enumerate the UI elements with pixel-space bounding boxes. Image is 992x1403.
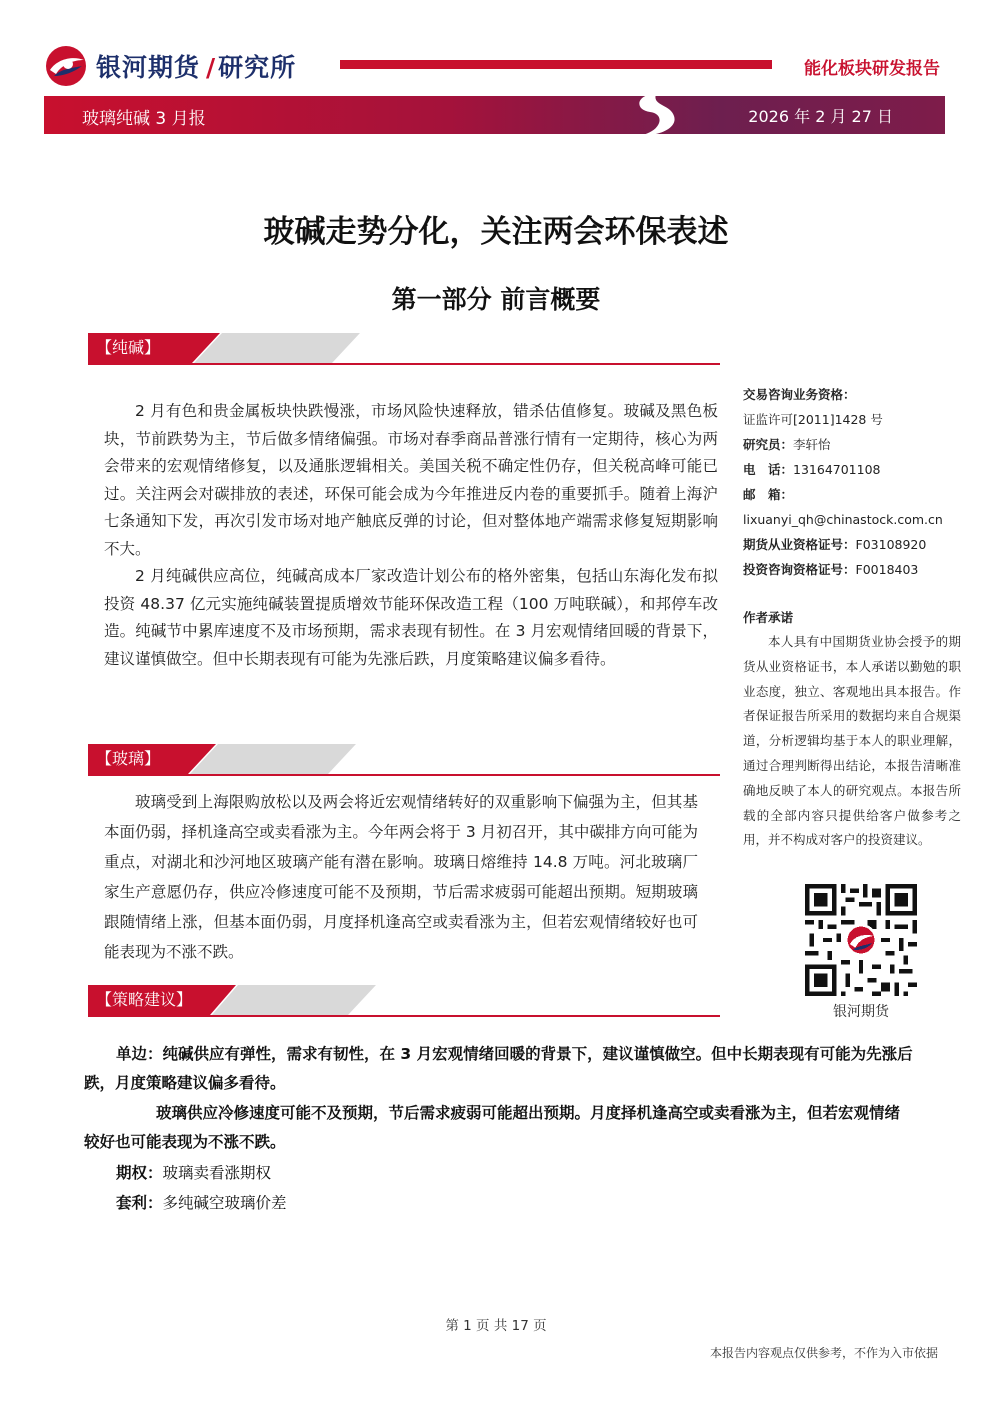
arb-text: 多纯碱空玻璃价差 xyxy=(162,1194,287,1212)
report-type: 能化板块研发报告 xyxy=(804,59,940,79)
part-title: 第一部分 前言概要 xyxy=(391,285,601,314)
section-tag-soda: 【纯碱】 xyxy=(88,333,720,363)
page-title: 玻碱走势分化，关注两会环保表述 xyxy=(263,214,729,250)
glass-strategy-text: 玻璃供应冷修速度可能不及预期，节后需求疲弱可能超出预期。月度择机逢高空或卖看涨为主，但若宏观情绪较好也可能表现为不涨不跌。 xyxy=(84,1104,901,1151)
soda-text xyxy=(104,398,718,673)
report-date: 2026 年 2 月 27 日 xyxy=(748,107,893,126)
strategy-glass xyxy=(84,1099,914,1157)
section-rule xyxy=(88,1015,720,1017)
glass-text xyxy=(104,787,698,967)
invest-cert-label: 投资咨询资格证号： xyxy=(743,562,856,577)
section-rule xyxy=(88,774,720,776)
license-label: 交易咨询业务资格： xyxy=(743,387,856,402)
author-sidebar xyxy=(743,382,963,582)
tag-fade-shape xyxy=(160,744,380,774)
swirl-logo-icon xyxy=(616,92,688,138)
futures-cert-value: F03108920 xyxy=(855,537,927,552)
glass-paragraph: 玻璃受到上海限购放松以及两会将近宏观情绪转好的双重影响下偏强为主，但其基本面仍弱，择机逢高空或卖看涨为主。今年两会将于 3 月初召开，其中碳排方向可能为重点，对湖北和沙河地区玻璃产能有潜在影响。玻璃日熔维持 14.8 万吨。河北玻璃厂家生产意愿仍存，供应冷修速度可能不及预期，节后需求疲弱可能超出预期。短期玻璃跟随情绪上涨，但基本面仍弱，月度择机逢高空或卖看涨为主，但若宏观情绪较好也可能表现为不涨不跌。 xyxy=(104,793,698,961)
commitment-text: 本人具有中国期货业协会授予的期货从业资格证书，本人承诺以勤勉的职业态度，独立、客观地出具本报告。作者保证报告所采用的数据均来自合规渠道，分析逻辑均基于本人的职业理解，通过合理判断得出结论，本报告清晰准确地反映了本人的研究观点。本报告所载的全部内容只提供给客户做参考之用，并不构成对客户的投资建议。 xyxy=(743,634,961,848)
tag-fade-shape xyxy=(196,985,416,1015)
galaxy-logo-icon xyxy=(44,44,88,88)
strategy-arbitrage xyxy=(84,1189,914,1218)
brand-name: 银河期货 /研究所 xyxy=(96,53,297,82)
report-banner xyxy=(44,96,945,134)
qr-code-icon[interactable] xyxy=(805,884,917,996)
arb-label: 套利： xyxy=(116,1194,163,1212)
soda-paragraph-2: 2 月纯碱供应高位，纯碱高成本厂家改造计划公布的格外密集，包括山东海化发布拟投资 48.37 亿元实施纯碱装置提质增效节能环保改造工程（100 万吨联碱），和邦停车改造。纯碱节中累库速度不及市场预期，需求表现有韧性。在 3 月宏观情绪回暖的背景下，建议谨慎做空。但中长期表现有可能为先涨后跌，月度策略建议偏多看待。 xyxy=(104,567,718,668)
report-title: 玻璃纯碱 3 月报 xyxy=(82,109,206,129)
single-text: 纯碱供应有弹性，需求有韧性，在 3 月宏观情绪回暖的背景下，建议谨慎做空。但中长期表现有可能为先涨后跌，月度策略建议偏多看待。 xyxy=(84,1045,913,1092)
commitment-title: 作者承诺 xyxy=(743,610,794,625)
option-label: 期权： xyxy=(116,1164,163,1182)
email-value[interactable]: lixuanyi_qh@chinastock.com.cn xyxy=(743,512,943,527)
single-label: 单边： xyxy=(116,1045,163,1063)
invest-cert-value: F0018403 xyxy=(855,562,919,577)
soda-paragraph-1: 2 月有色和贵金属板块快跌慢涨，市场风险快速释放，错杀估值修复。玻碱及黑色板块，节前跌势为主，节后做多情绪偏强。市场对春季商品普涨行情有一定期待，核心为两会带来的宏观情绪修复，以及通胀逻辑相关。美国关税不确定性仍存，但关税高峰可能已过。关注两会对碳排放的表述，环保可能会成为今年推进反内卷的重要抓手。随着上海沪七条通知下发，再次引发市场对地产触底反弹的讨论，但对整体地产端需求修复短期影响不大。 xyxy=(104,402,718,558)
futures-cert-label: 期货从业资格证号： xyxy=(743,537,856,552)
section-tag-strategy: 【策略建议】 xyxy=(88,985,720,1015)
qr-caption: 银河期货 xyxy=(833,1004,889,1020)
strategy-single xyxy=(84,1040,914,1098)
tag-fade-shape xyxy=(160,333,380,363)
header-red-line xyxy=(340,60,772,69)
phone-label: 电 话： xyxy=(743,462,794,477)
brand-logo xyxy=(44,44,296,88)
option-text: 玻璃卖看涨期权 xyxy=(162,1164,272,1182)
researcher-value: 李轩怡 xyxy=(793,437,831,452)
license-value: 证监许可[2011]1428 号 xyxy=(743,412,883,427)
footer-disclaimer: 本报告内容观点仅供参考，不作为入市依据 xyxy=(709,1346,938,1360)
email-label: 邮 箱： xyxy=(743,487,794,502)
section-tag-glass: 【玻璃】 xyxy=(88,744,720,774)
phone-value: 13164701108 xyxy=(793,462,881,477)
researcher-label: 研究员： xyxy=(743,437,794,452)
page-number: 第 1 页 共 17 页 xyxy=(445,1318,547,1334)
strategy-option xyxy=(84,1159,914,1188)
section-rule xyxy=(88,363,720,365)
